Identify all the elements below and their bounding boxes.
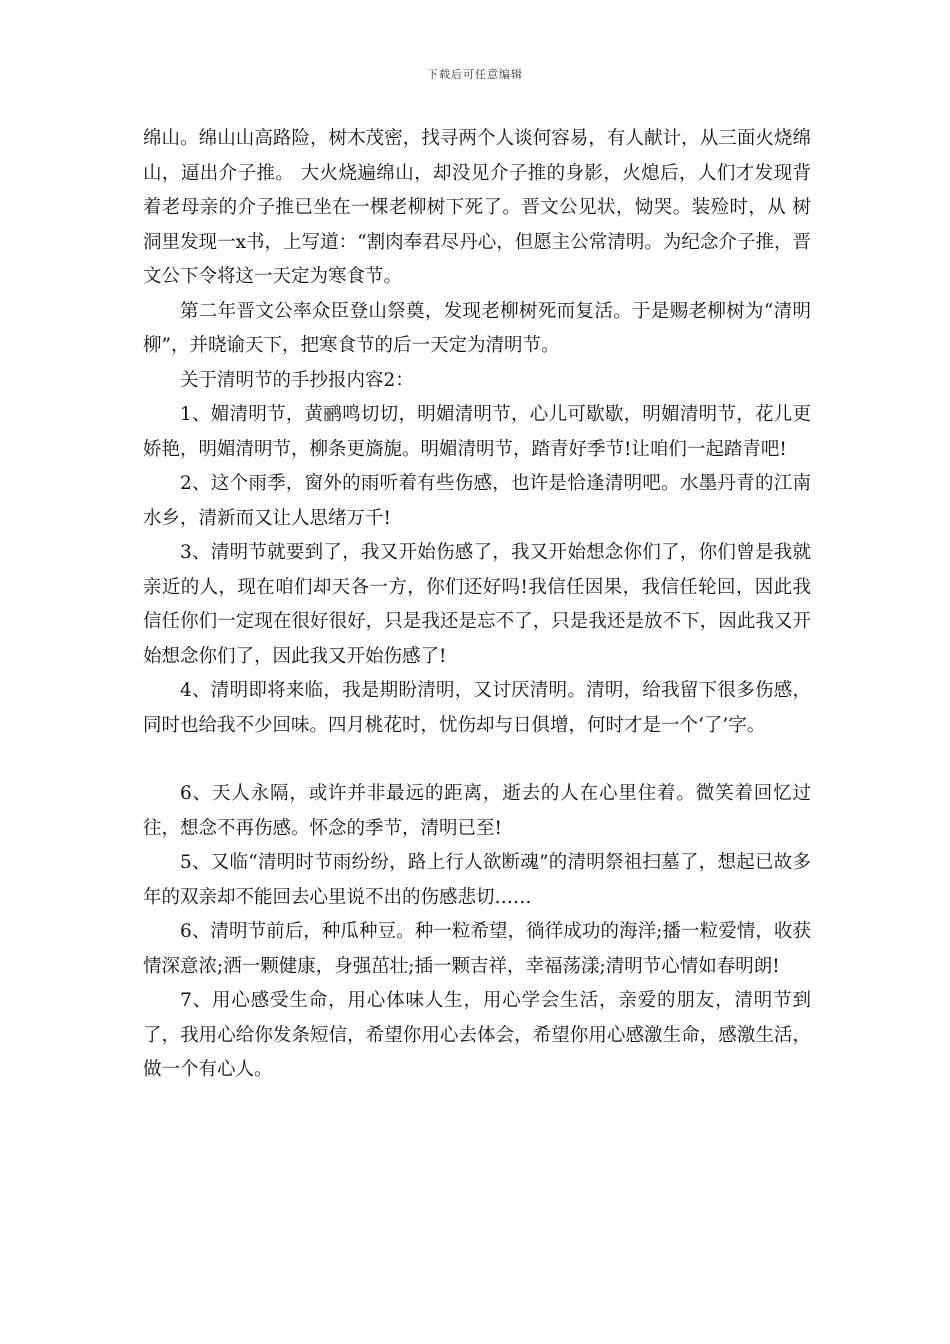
list-item-6b: 6、清明节前后，种瓜种豆。种一粒希望，徜徉成功的海洋;播一粒爱情，收获情深意浓;洒一颗健康，身强茁壮;插一颗吉祥，幸福荡漾;清明节心情如春明朗! [143,921,811,977]
list-item-1: 1、媚清明节，黄鹂鸣切切，明媚清明节，心儿可歇歇，明媚清明节，花儿更娇艳，明媚清明节，柳条更旖旎。明媚清明节，踏青好季节!让咱们一起踏青吧! [143,404,811,460]
page-header: 下载后可任意编辑 [427,68,523,81]
paragraph-jiezitui-story: 绵山。绵山山高路险，树木茂密，找寻两个人谈何容易，有人献计，从三面火烧绵山，逼出介子推。 大火烧遍绵山，却没见介子推的身影，火熄后，人们才发现背着老母亲的介子推已坐在一棵老柳树下死了。晋文公见状，恸哭。装殓时，从 树洞里发现一x书，上写道：“割肉奉君尽丹心，但愿主公常清明。为纪念介子推，晋文公下令将这一天定为寒食节。 [143,128,811,287]
paragraph-qingming-willow: 第二年晋文公率众臣登山祭奠，发现老柳树死而复活。于是赐老柳树为“清明柳”，并晓谕天下，把寒食节的后一天定为清明节。 [143,300,811,356]
list-item-6a: 6、天人永隔，或许并非最远的距离，逝去的人在心里住着。微笑着回忆过往，想念不再伤感。怀念的季节，清明已至! [143,783,811,839]
section-heading: 关于清明节的手抄报内容2： [180,369,414,391]
list-item-7: 7、用心感受生命，用心体味人生，用心学会生活，亲爱的朋友，清明节到了，我用心给你发条短信，希望你用心去体会，希望你用心感激生命，感激生活，做一个有心人。 [143,990,811,1080]
document-body [143,122,811,1088]
list-item-2: 2、这个雨季，窗外的雨听着有些伤感，也许是恰逢清明吧。水墨丹青的江南水乡，清新而又让人思绪万千! [143,473,811,529]
list-item-3: 3、清明节就要到了，我又开始伤感了，我又开始想念你们了，你们曾是我就亲近的人，现在咱们却天各一方，你们还好吗!我信任因果，我信任轮回，因此我信任你们一定现在很好很好，只是我还是忘不了，只是我还是放不下，因此我又开始想念你们了，因此我又开始伤感了! [143,542,811,667]
blank-line [143,743,811,777]
list-item-5: 5、又临“清明时节雨纷纷，路上行人欲断魂”的清明祭祖扫墓了，想起已故多年的双亲却不能回去心里说不出的伤感悲切…… [143,852,811,908]
list-item-4: 4、清明即将来临，我是期盼清明，又讨厌清明。清明，给我留下很多伤感，同时也给我不少回味。四月桃花时，忧伤却与日俱增，何时才是一个‘了’字。 [143,680,811,736]
